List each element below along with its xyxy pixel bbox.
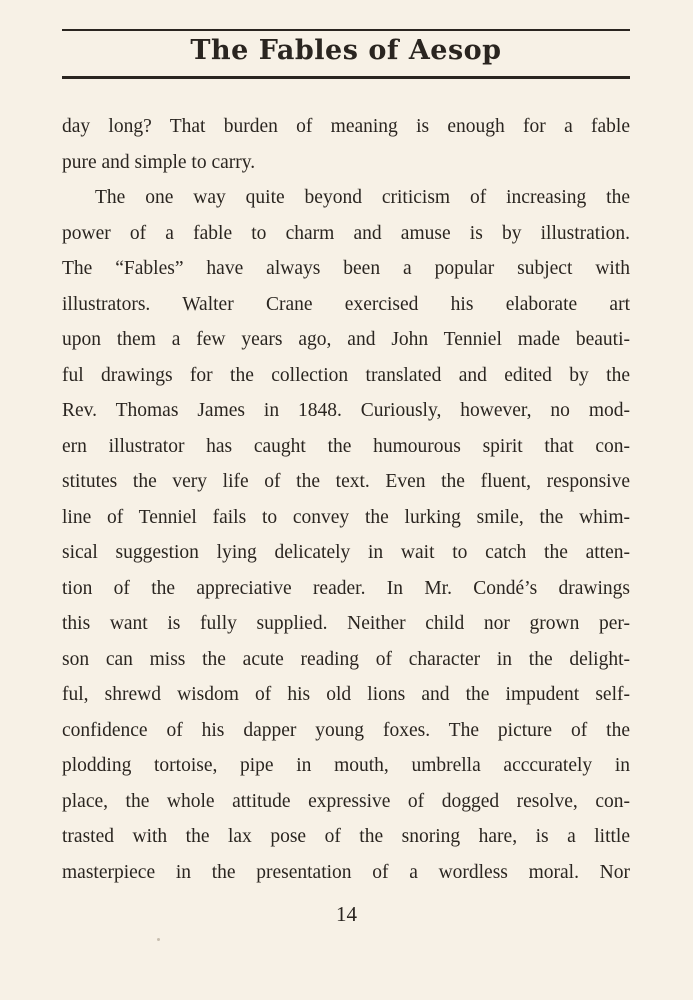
text-line: son can miss the acute reading of character in the delight- <box>62 648 630 670</box>
text-line: plodding tortoise, pipe in mouth, umbrella acccurately in <box>62 755 630 776</box>
text-line: ful, shrewd wisdom of his old lions and the impudent self- <box>62 684 630 705</box>
text-line: line of Tenniel fails to convey the lurking smile, the whim- <box>62 506 630 528</box>
text-line: sical suggestion lying delicately in wait to catch the atten- <box>62 542 630 563</box>
body-text <box>62 112 630 893</box>
text-line: stitutes the very life of the text. Even the fluent, responsive <box>62 471 630 492</box>
text-line: this want is fully supplied. Neither child nor grown per- <box>62 613 630 634</box>
text-line: masterpiece in the presentation of a wordless moral. Nor <box>62 861 630 883</box>
page-number: 14 <box>336 902 357 926</box>
text-line: pure and simple to carry. <box>62 151 256 173</box>
paper-speck <box>157 938 160 941</box>
text-line: upon them a few years ago, and John Tenniel made beauti- <box>62 329 630 350</box>
running-header: The Fables of Aesop <box>190 35 502 66</box>
text-line: tion of the appreciative reader. In Mr. Condé’s drawings <box>62 577 630 599</box>
text-line: confidence of his dapper young foxes. The picture of the <box>62 719 630 741</box>
text-line: The “Fables” have always been a popular subject with <box>62 258 630 279</box>
text-line: place, the whole attitude expressive of dogged resolve, con- <box>62 790 630 812</box>
text-line: trasted with the lax pose of the snoring hare, is a little <box>62 826 630 847</box>
text-line: ern illustrator has caught the humourous spirit that con- <box>62 435 630 457</box>
text-line: The one way quite beyond criticism of increasing the <box>95 187 630 208</box>
header-rule-bottom <box>62 76 630 79</box>
text-line: Rev. Thomas James in 1848. Curiously, however, no mod- <box>62 400 630 421</box>
text-line: day long? That burden of meaning is enough for a fable <box>62 116 630 137</box>
text-line: illustrators. Walter Crane exercised his elaborate art <box>62 293 630 315</box>
text-line: power of a fable to charm and amuse is by illustration. <box>62 222 630 244</box>
header-rule-top <box>62 29 630 31</box>
text-line: ful drawings for the collection translated and edited by the <box>62 364 630 386</box>
